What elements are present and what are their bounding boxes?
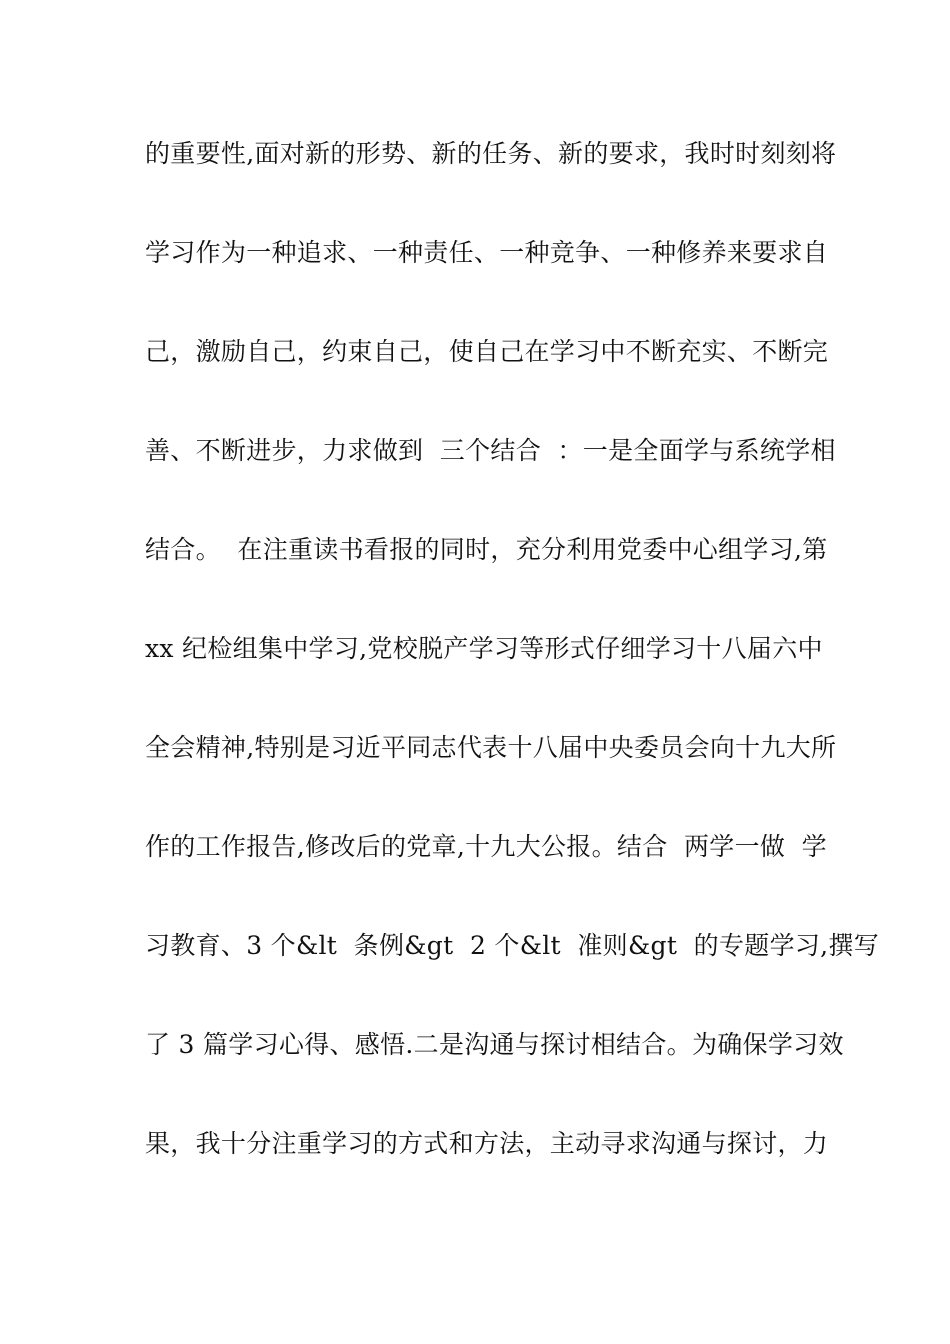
text-line: 结合。 在注重读书看报的同时，充分利用党委中心组学习,第 [145,535,828,564]
text-line: 的重要性,面对新的形势、新的任务、新的要求，我时时刻刻将 [145,139,837,168]
text-line: 己，激励自己，约束自己，使自己在学习中不断充实、不断完 [145,337,829,366]
text-line: 了 3 篇学习心得、感悟.二是沟通与探讨相结合。为确保学习效 [145,1030,844,1059]
text-line: 习教育、3 个&lt 条例&gt 2 个&lt 准则&gt 的专题学习,撰写 [145,931,880,960]
text-line: 学习作为一种追求、一种责任、一种竞争、一种修养来要求自 [145,238,829,267]
text-line: 全会精神,特别是习近平同志代表十八届中央委员会向十九大所 [145,733,837,762]
text-line: xx 纪检组集中学习,党校脱产学习等形式仔细学习十八届六中 [145,634,823,663]
text-line: 果，我十分注重学习的方式和方法，主动寻求沟通与探讨，力 [145,1129,829,1158]
text-line: 作的工作报告,修改后的党章,十九大公报。结合 两学一做 学 [145,832,827,861]
body-text [145,132,880,1221]
text-line: 善、不断进步，力求做到 三个结合 ：一是全面学与系统学相 [145,436,836,465]
